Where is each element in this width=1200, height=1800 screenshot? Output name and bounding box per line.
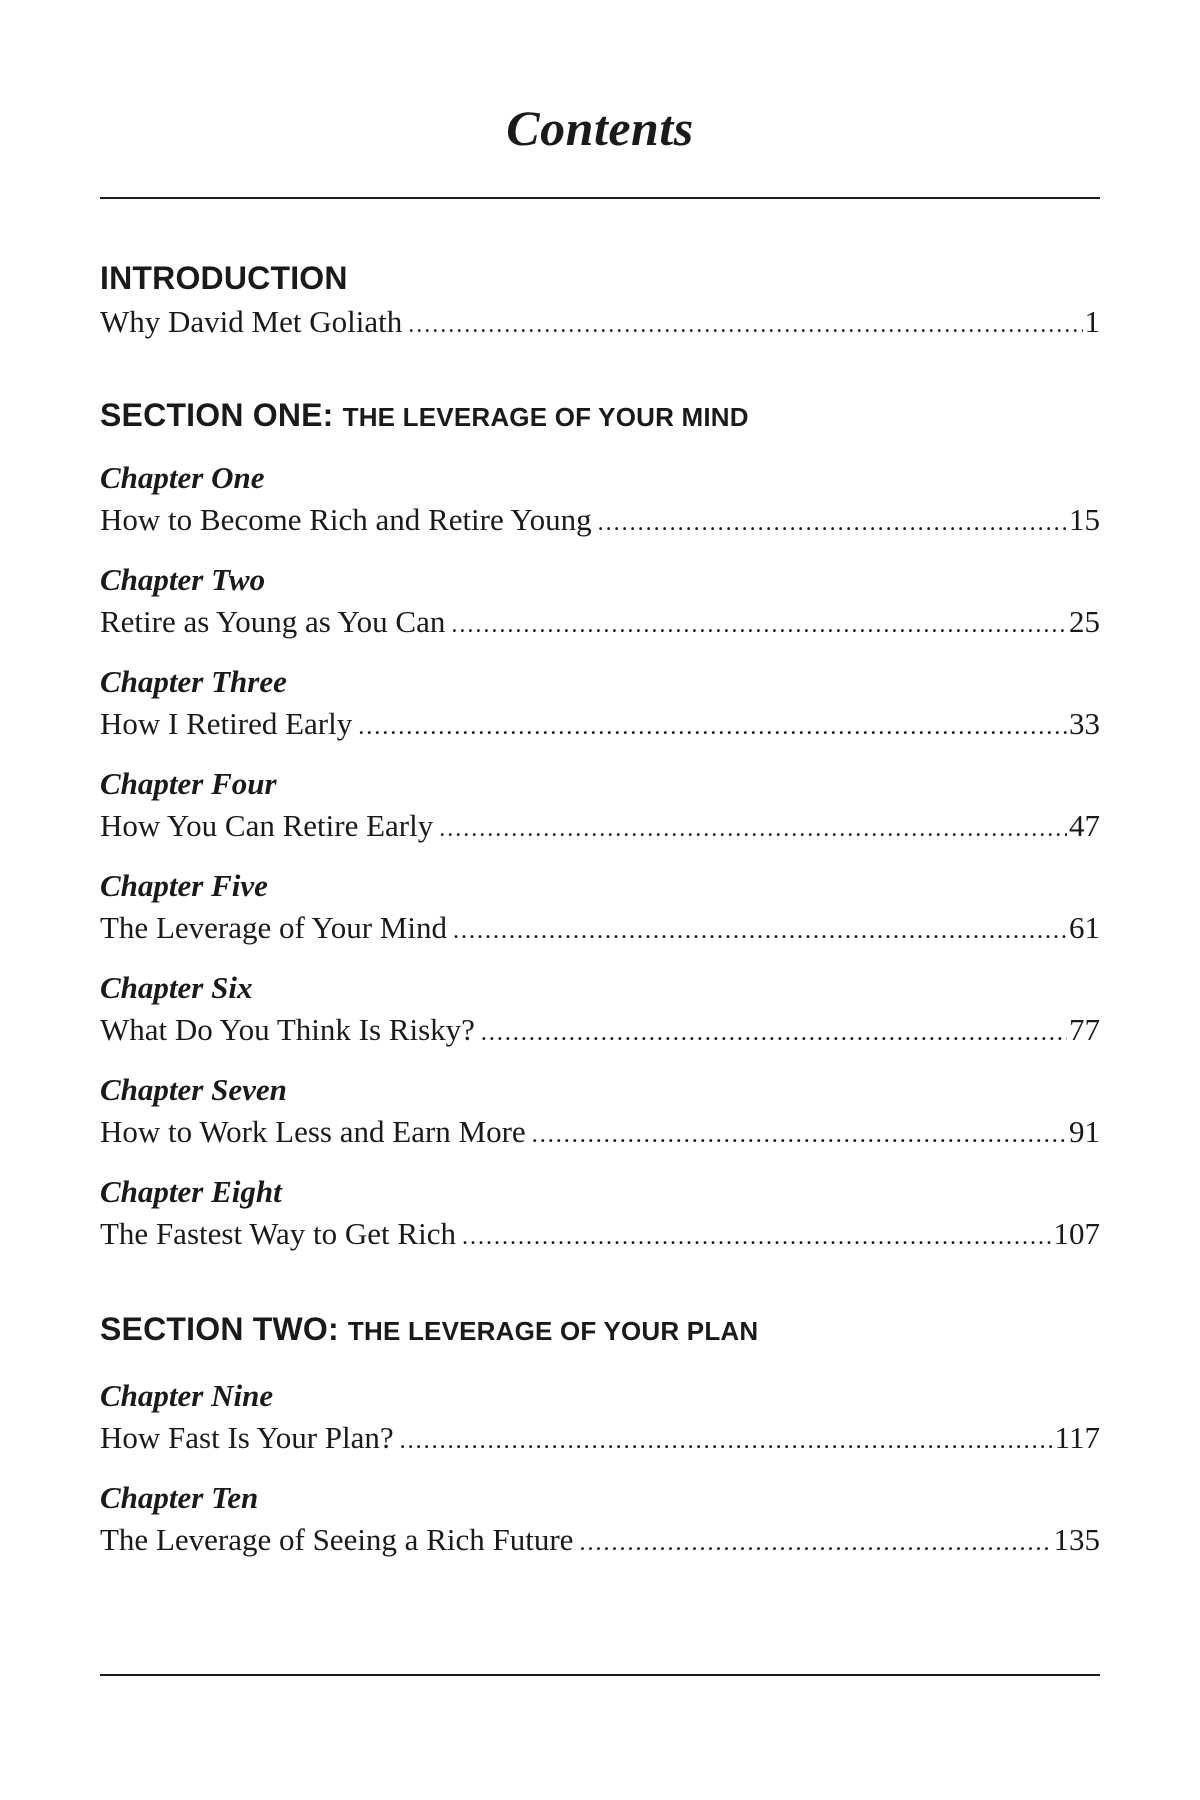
page-number: 1 <box>1084 304 1100 339</box>
section-one-name: THE LEVERAGE OF YOUR MIND <box>342 402 749 432</box>
page-number: 91 <box>1069 1114 1100 1149</box>
dot-leader <box>408 305 1082 342</box>
top-divider <box>100 197 1100 199</box>
chapter-label: Chapter Three <box>100 664 287 699</box>
bottom-divider <box>100 1674 1100 1676</box>
page-number: 135 <box>1053 1522 1100 1557</box>
section-two-name: THE LEVERAGE OF YOUR PLAN <box>347 1316 759 1346</box>
entry-title: How to Become Rich and Retire Young <box>100 502 592 537</box>
dot-leader <box>400 1421 1053 1458</box>
entry-title: The Leverage of Seeing a Rich Future <box>100 1522 574 1557</box>
chapter-label: Chapter Five <box>100 868 268 903</box>
chapter-label: Chapter Seven <box>100 1072 287 1107</box>
toc-entry-introduction[interactable] <box>100 302 1100 342</box>
entry-title: Why David Met Goliath <box>100 304 403 339</box>
dot-leader <box>481 1013 1067 1050</box>
page-number: 77 <box>1069 1012 1100 1047</box>
chapter-label: Chapter Four <box>100 766 277 801</box>
chapter-label: Chapter Six <box>100 970 253 1005</box>
page-number: 33 <box>1069 706 1100 741</box>
section-one-heading <box>100 395 749 437</box>
entry-title: How Fast Is Your Plan? <box>100 1420 394 1455</box>
toc-entry-chapter-seven[interactable] <box>100 1112 1100 1152</box>
page-number: 61 <box>1069 910 1100 945</box>
toc-entry-chapter-six[interactable] <box>100 1010 1100 1050</box>
toc-entry-chapter-two[interactable] <box>100 602 1100 642</box>
dot-leader <box>451 605 1067 642</box>
toc-entry-chapter-three[interactable] <box>100 704 1100 744</box>
toc-entry-chapter-nine[interactable] <box>100 1418 1100 1458</box>
section-two-prefix: SECTION TWO: <box>100 1311 339 1347</box>
dot-leader <box>598 503 1067 540</box>
toc-entry-chapter-five[interactable] <box>100 908 1100 948</box>
entry-title: How to Work Less and Earn More <box>100 1114 526 1149</box>
entry-title: How I Retired Early <box>100 706 353 741</box>
toc-entry-chapter-ten[interactable] <box>100 1520 1100 1560</box>
dot-leader <box>579 1523 1051 1560</box>
page-number: 117 <box>1054 1420 1100 1455</box>
page-number: 25 <box>1069 604 1100 639</box>
dot-leader <box>462 1217 1052 1254</box>
entry-title: The Leverage of Your Mind <box>100 910 447 945</box>
introduction-heading: INTRODUCTION <box>100 260 348 296</box>
entry-title: Retire as Young as You Can <box>100 604 446 639</box>
entry-title: What Do You Think Is Risky? <box>100 1012 475 1047</box>
dot-leader <box>532 1115 1067 1152</box>
chapter-label: Chapter Ten <box>100 1480 259 1515</box>
toc-entry-chapter-eight[interactable] <box>100 1214 1100 1254</box>
entry-title: How You Can Retire Early <box>100 808 434 843</box>
chapter-label: Chapter Eight <box>100 1174 282 1209</box>
toc-entry-chapter-four[interactable] <box>100 806 1100 846</box>
dot-leader <box>358 707 1067 744</box>
dot-leader <box>439 809 1067 846</box>
toc-entry-chapter-one[interactable] <box>100 500 1100 540</box>
page-number: 107 <box>1053 1216 1100 1251</box>
entry-title: The Fastest Way to Get Rich <box>100 1216 456 1251</box>
section-two-heading <box>100 1309 758 1351</box>
dot-leader <box>453 911 1067 948</box>
page-number: 47 <box>1069 808 1100 843</box>
section-one-prefix: SECTION ONE: <box>100 397 334 433</box>
page-number: 15 <box>1069 502 1100 537</box>
chapter-label: Chapter One <box>100 460 265 495</box>
chapter-label: Chapter Two <box>100 562 266 597</box>
page-title: Contents <box>506 100 694 156</box>
chapter-label: Chapter Nine <box>100 1378 274 1413</box>
